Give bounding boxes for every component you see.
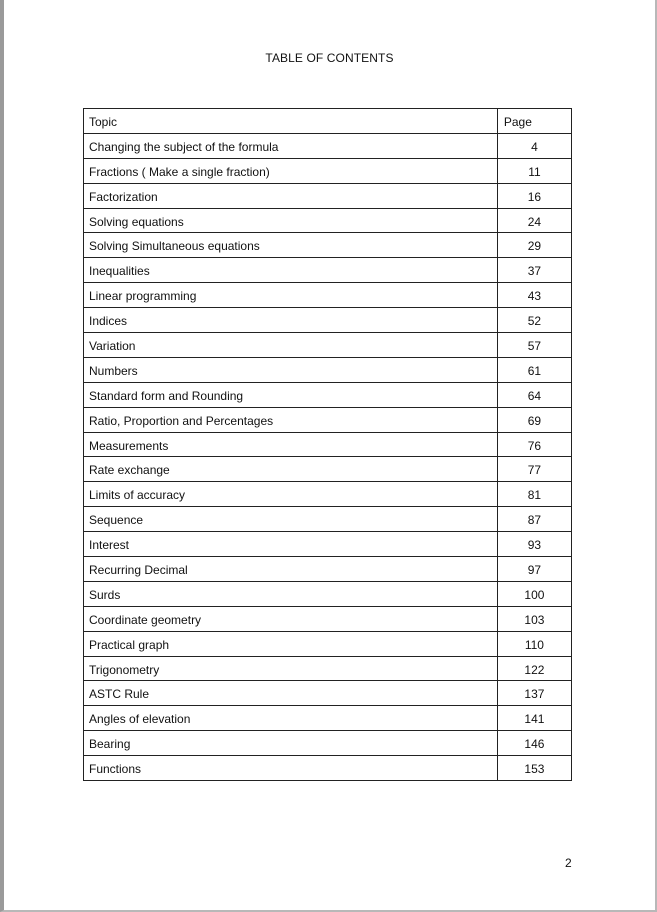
topic-cell: Rate exchange <box>84 457 498 482</box>
topic-cell: Inequalities <box>84 258 498 283</box>
table-row <box>84 357 572 382</box>
table-row <box>84 407 572 432</box>
table-row <box>84 283 572 308</box>
page-cell: 76 <box>497 432 571 457</box>
table-row <box>84 606 572 631</box>
table-row <box>84 631 572 656</box>
topic-cell: Solving Simultaneous equations <box>84 233 498 258</box>
table-row <box>84 731 572 756</box>
topic-cell: Functions <box>84 756 498 781</box>
page-cell: 52 <box>497 308 571 333</box>
table-row <box>84 183 572 208</box>
topic-cell: Indices <box>84 308 498 333</box>
topic-cell: Measurements <box>84 432 498 457</box>
page-cell: 103 <box>497 606 571 631</box>
topic-cell: Numbers <box>84 357 498 382</box>
table-row <box>84 308 572 333</box>
topic-cell: Interest <box>84 532 498 557</box>
page-cell: 100 <box>497 581 571 606</box>
table-row <box>84 457 572 482</box>
table-row <box>84 208 572 233</box>
table-row <box>84 581 572 606</box>
header-topic: Topic <box>84 109 498 134</box>
table-row <box>84 482 572 507</box>
header-page: Page <box>497 109 571 134</box>
page-cell: 4 <box>497 133 571 158</box>
page-cell: 141 <box>497 706 571 731</box>
table-row <box>84 258 572 283</box>
topic-cell: Variation <box>84 333 498 358</box>
topic-cell: Standard form and Rounding <box>84 382 498 407</box>
page-cell: 122 <box>497 656 571 681</box>
page-cell: 110 <box>497 631 571 656</box>
contents-table-body <box>84 109 572 781</box>
table-row <box>84 756 572 781</box>
topic-cell: Coordinate geometry <box>84 606 498 631</box>
page-cell: 16 <box>497 183 571 208</box>
topic-cell: Bearing <box>84 731 498 756</box>
topic-cell: Solving equations <box>84 208 498 233</box>
topic-cell: Fractions ( Make a single fraction) <box>84 158 498 183</box>
page-cell: 137 <box>497 681 571 706</box>
page-cell: 81 <box>497 482 571 507</box>
table-row <box>84 133 572 158</box>
table-row <box>84 382 572 407</box>
topic-cell: Angles of elevation <box>84 706 498 731</box>
page-cell: 24 <box>497 208 571 233</box>
page-cell: 37 <box>497 258 571 283</box>
page-cell: 11 <box>497 158 571 183</box>
table-row <box>84 233 572 258</box>
page-cell: 69 <box>497 407 571 432</box>
table-row <box>84 507 572 532</box>
page-cell: 87 <box>497 507 571 532</box>
table-row <box>84 706 572 731</box>
table-row <box>84 532 572 557</box>
topic-cell: Trigonometry <box>84 656 498 681</box>
topic-cell: Linear programming <box>84 283 498 308</box>
page-cell: 64 <box>497 382 571 407</box>
table-row <box>84 333 572 358</box>
page-cell: 61 <box>497 357 571 382</box>
page-cell: 146 <box>497 731 571 756</box>
table-row <box>84 681 572 706</box>
page-cell: 77 <box>497 457 571 482</box>
table-row <box>84 656 572 681</box>
page-number: 2 <box>565 856 572 870</box>
page-cell: 97 <box>497 557 571 582</box>
topic-cell: Sequence <box>84 507 498 532</box>
table-row <box>84 557 572 582</box>
topic-cell: Changing the subject of the formula <box>84 133 498 158</box>
table-row <box>84 158 572 183</box>
topic-cell: Limits of accuracy <box>84 482 498 507</box>
page-cell: 57 <box>497 333 571 358</box>
topic-cell: Ratio, Proportion and Percentages <box>84 407 498 432</box>
topic-cell: Practical graph <box>84 631 498 656</box>
page-cell: 43 <box>497 283 571 308</box>
contents-table <box>83 108 572 781</box>
table-header-row <box>84 109 572 134</box>
page-cell: 29 <box>497 233 571 258</box>
page-title: TABLE OF CONTENTS <box>265 51 394 65</box>
topic-cell: ASTC Rule <box>84 681 498 706</box>
table-row <box>84 432 572 457</box>
topic-cell: Factorization <box>84 183 498 208</box>
page-cell: 153 <box>497 756 571 781</box>
topic-cell: Surds <box>84 581 498 606</box>
topic-cell: Recurring Decimal <box>84 557 498 582</box>
page-cell: 93 <box>497 532 571 557</box>
